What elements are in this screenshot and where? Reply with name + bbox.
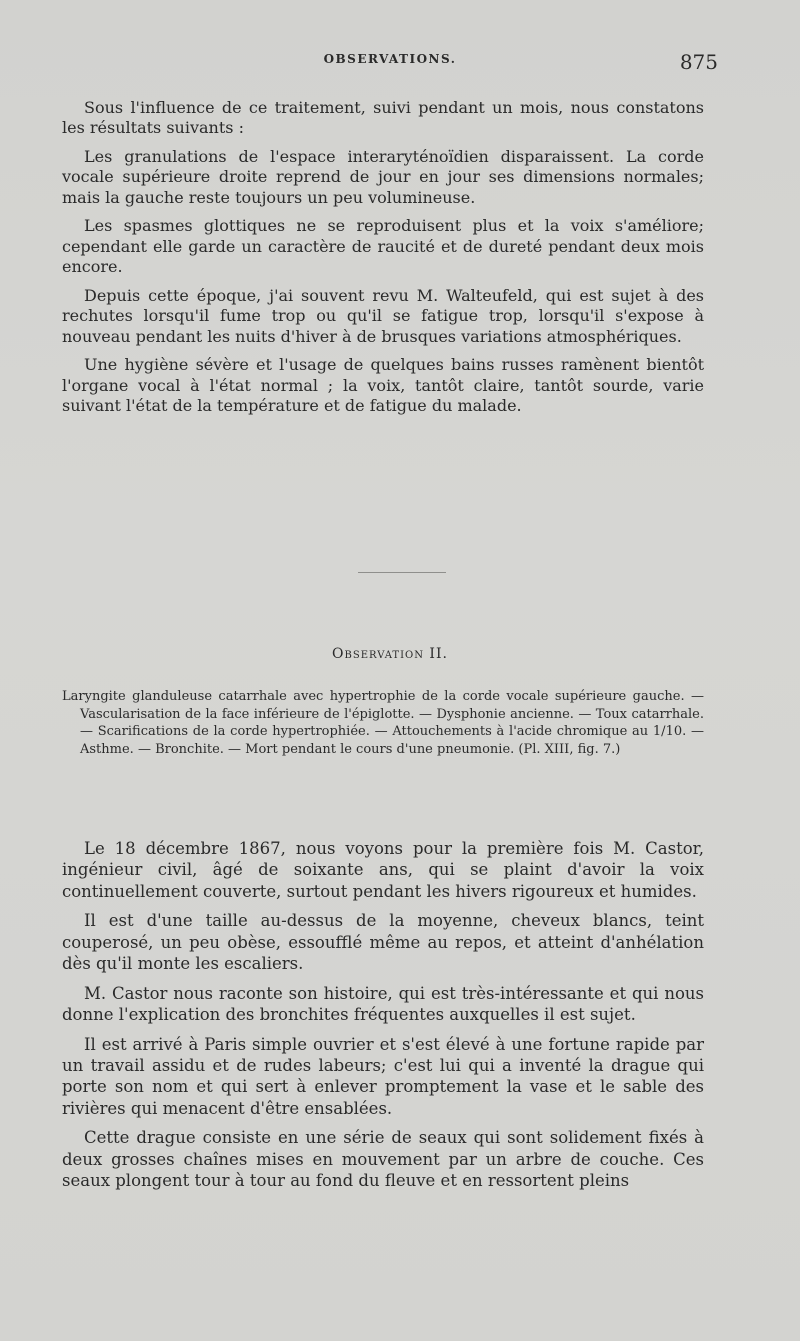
paragraph: Le 18 décembre 1867, nous voyons pour la première fois M. Castor, ingénieur civil, âgé de soixante ans, qui se plaint d'avoir la voix continuellement couverte, surtout pendant les hivers rigoureux et humides. bbox=[62, 839, 704, 901]
observation-summary: Laryngite glanduleuse catarrhale avec hypertrophie de la corde vocale supérieure gauche. — Vascularisation de la face inférieure de l'épiglotte. — Dysphonie ancienne. — Toux catarrhale. — Scarifications de la corde hypertrophiée. — Attouchements à l'acide chromique au 1/10. — Asthme. — Bronchite. — Mort pendant le cours d'une pneumonie. (Pl. XIII, fig. 7.) bbox=[62, 689, 704, 757]
paragraph: Cette drague consiste en une série de seaux qui sont solidement fixés à deux grosses chaînes mises en mouvement par un arbre de couche. Ces seaux plongent tour à tour au fond du fleuve et en ressortent pleins bbox=[62, 1128, 704, 1191]
paragraph: Il est d'une taille au-dessus de la moyenne, cheveux blancs, teint couperosé, un peu obèse, essoufflé même au repos, et atteint d'anhélation dès qu'il monte les escaliers. bbox=[62, 911, 704, 974]
observation-title: Observation II. bbox=[332, 646, 448, 662]
paragraph: Sous l'influence de ce traitement, suivi pendant un mois, nous constatons les résultats suivants : bbox=[62, 98, 704, 138]
paragraph: Les spasmes glottiques ne se reproduisent plus et la voix s'améliore; cependant elle garde un caractère de raucité et de dureté pendant deux mois encore. bbox=[62, 216, 704, 277]
running-head bbox=[62, 50, 718, 80]
page-number: 875 bbox=[679, 50, 718, 74]
paragraph: Depuis cette époque, j'ai souvent revu M. Walteufeld, qui est sujet à des rechutes lorsqu'il fume trop ou qu'il se fatigue trop, lorsqu'il s'expose à nouveau pendant les nuits d'hiver à de brusques variations atmosphériques. bbox=[62, 285, 704, 346]
section-a-text bbox=[62, 98, 704, 425]
paragraph: Les granulations de l'espace interaryténoïdien disparaissent. La corde vocale supérieure droite reprend de jour en jour ses dimensions normales; mais la gauche reste toujours un peu volumineuse. bbox=[62, 146, 704, 207]
paragraph: Il est arrivé à Paris simple ouvrier et s'est élevé à une fortune rapide par un travail assidu et de rudes labeurs; c'est lui qui a inventé la drague qui porte son nom et qui sert à enlever promptement la vase et le sable des rivières qui menacent d'être ensablées. bbox=[62, 1034, 704, 1118]
running-title: OBSERVATIONS. bbox=[323, 52, 457, 66]
paragraph: M. Castor nous raconte son histoire, qui est très-intéressante et qui nous donne l'explication des bronchites fréquentes auxquelles il est sujet. bbox=[62, 983, 704, 1025]
paragraph: Une hygiène sévère et l'usage de quelques bains russes ramènent bientôt l'organe vocal à l'état normal ; la voix, tantôt claire, tantôt sourde, varie suivant l'état de la température et de fatigue du malade. bbox=[62, 355, 704, 416]
section-divider bbox=[358, 572, 446, 573]
section-b-text bbox=[62, 838, 704, 1200]
